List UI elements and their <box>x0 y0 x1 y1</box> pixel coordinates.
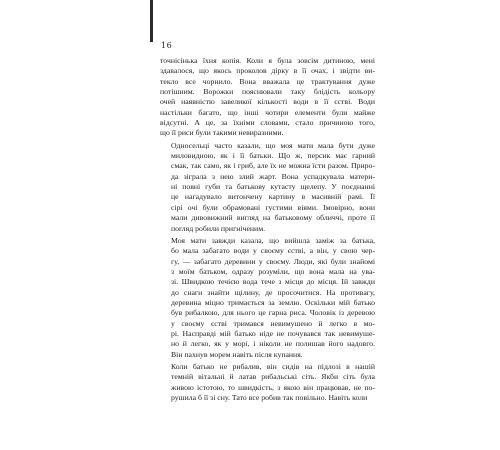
text-line: до снаги знайти щілину, де просочитися. На противагу, <box>171 287 375 297</box>
text-line: точнісінька їхня копія. Коли я була зовсім дитиною, мені <box>160 56 375 65</box>
text-line: миловидною, як і її батьки. Що ж, персик має гарний <box>171 151 375 161</box>
text-line: це нагадувало витончену картину в масивній рамі. Її <box>171 192 375 202</box>
text-line: бо мала забагато води у своєму єстві, а він, у свою чер- <box>171 246 375 256</box>
text-line: гу, — забагато деревини у своєму. Люди, які були знайомі <box>171 256 375 266</box>
text-line: у своєму єстві тримався невимушено й легко в мо- <box>171 318 375 328</box>
text-line: текло все чорнило. Вона вважала це трактування дуже <box>160 76 375 86</box>
text-line: погляд робили пригніченим. <box>171 223 266 233</box>
paragraph <box>160 141 375 234</box>
text-line: очей наявністю завеликої кількості води в її єстві. Води <box>160 97 375 107</box>
text-line: деревина міцно тримається за землю. Оскільки мій батько <box>171 297 375 307</box>
text-line: Він пахнув морем навіть після купання. <box>171 349 303 359</box>
text-line: ні повні губи та батькову кутасту щелепу. У поєднанні <box>171 182 375 192</box>
text-line: з моїм батьком, одразу розуміли, що вона мала на ува- <box>171 266 375 276</box>
text-line: сірі очі були обрамовані густими вiями. Імовірно, вони <box>171 202 375 212</box>
text-line: рі. Насправді мій батько ніде не почувався так невимуше- <box>171 328 375 338</box>
body-text <box>160 56 375 403</box>
text-line: Односельці часто казали, що моя мати мала бути дуже <box>171 140 375 150</box>
text-line: зі. Швидкою течією вода тече з місця до місця. Ій завжди <box>171 277 375 287</box>
text-line: смак, так само, як і гриб, але їх не можна їсти разом. Приро- <box>171 161 375 171</box>
paragraph <box>160 56 375 139</box>
text-line: Моя мати завжди казала, що вийшла заміж за батька, <box>171 235 375 245</box>
text-line: мали дивовижний вигляд на батьковому обличчі, проте її <box>171 213 375 223</box>
paragraph <box>160 362 375 403</box>
page-edge-bar <box>150 0 153 42</box>
text-line: настільки багато, що інші чотири елементи були майже <box>160 107 375 117</box>
text-line: здавалося, що якось проколов дірку в її очах, і звідти ви- <box>160 66 375 76</box>
paragraph <box>160 236 375 360</box>
text-line: був рибалкою, для нього це гарна риса. Чоловік із деревою <box>171 308 375 318</box>
page-number: 16 <box>161 41 173 50</box>
text-line: відсутні. А це, за їхніми словами, стало причиною того, <box>160 118 375 128</box>
text-line: що її риси були такими невиразними. <box>160 128 284 138</box>
text-line: рушила б її зі сну. Тато все робив так повільно. Навіть коли <box>171 393 368 402</box>
text-line: потішним. Ворожки пояснювали таку блідість кольору <box>160 87 375 97</box>
text-line: да зіграла з нею злий жарт. Вона успадкувала матери- <box>171 171 375 181</box>
text-line: темній вітальні й латав рибальські сіть. Якби сіть була <box>171 372 375 382</box>
text-line: но й легко, як у морі, і ніколи не полишав його надовго. <box>171 339 375 349</box>
text-line: Коли батько не рибалив, він сидів на підлозі в нашій <box>171 361 375 371</box>
text-line: живою істотою, то швидкість, з якою він працював, не по- <box>171 382 375 392</box>
